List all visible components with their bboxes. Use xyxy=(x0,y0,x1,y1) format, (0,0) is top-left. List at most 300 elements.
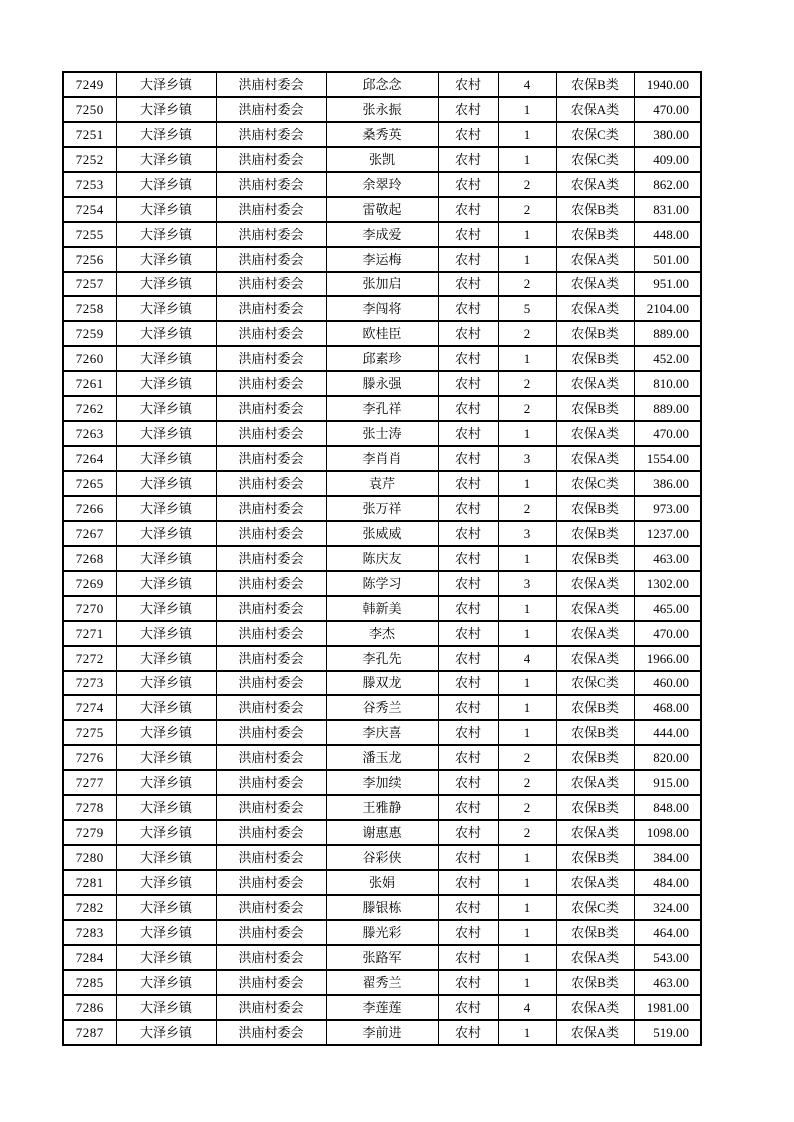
cell-insurance-category: 农保B类 xyxy=(556,222,634,247)
cell-residence-type: 农村 xyxy=(438,272,498,297)
cell-residence-type: 农村 xyxy=(438,296,498,321)
cell-person-count: 2 xyxy=(498,272,556,297)
cell-insurance-category: 农保B类 xyxy=(556,720,634,745)
cell-amount: 464.00 xyxy=(634,920,701,945)
cell-village-committee: 洪庙村委会 xyxy=(216,546,326,571)
cell-insurance-category: 农保C类 xyxy=(556,895,634,920)
cell-person-count: 3 xyxy=(498,571,556,596)
cell-residence-type: 农村 xyxy=(438,197,498,222)
cell-insurance-category: 农保B类 xyxy=(556,970,634,995)
cell-amount: 470.00 xyxy=(634,421,701,446)
cell-township: 大泽乡镇 xyxy=(116,995,216,1020)
cell-township: 大泽乡镇 xyxy=(116,197,216,222)
cell-name: 李肖肖 xyxy=(326,446,438,471)
cell-insurance-category: 农保A类 xyxy=(556,247,634,272)
cell-person-count: 2 xyxy=(498,396,556,421)
cell-amount: 543.00 xyxy=(634,945,701,970)
cell-insurance-category: 农保B类 xyxy=(556,920,634,945)
cell-name: 韩新美 xyxy=(326,596,438,621)
cell-residence-type: 农村 xyxy=(438,122,498,147)
cell-residence-type: 农村 xyxy=(438,995,498,1020)
cell-township: 大泽乡镇 xyxy=(116,296,216,321)
cell-township: 大泽乡镇 xyxy=(116,546,216,571)
cell-name: 张路军 xyxy=(326,945,438,970)
cell-person-count: 4 xyxy=(498,646,556,671)
cell-village-committee: 洪庙村委会 xyxy=(216,296,326,321)
cell-person-count: 2 xyxy=(498,496,556,521)
cell-serial: 7265 xyxy=(63,471,116,496)
table-row xyxy=(63,695,701,720)
cell-village-committee: 洪庙村委会 xyxy=(216,496,326,521)
cell-person-count: 2 xyxy=(498,770,556,795)
cell-name: 李成爱 xyxy=(326,222,438,247)
cell-amount: 460.00 xyxy=(634,671,701,696)
table-row xyxy=(63,970,701,995)
cell-residence-type: 农村 xyxy=(438,346,498,371)
cell-serial: 7257 xyxy=(63,272,116,297)
cell-serial: 7278 xyxy=(63,795,116,820)
cell-amount: 848.00 xyxy=(634,795,701,820)
cell-amount: 465.00 xyxy=(634,596,701,621)
cell-insurance-category: 农保A类 xyxy=(556,272,634,297)
cell-insurance-category: 农保B类 xyxy=(556,546,634,571)
cell-township: 大泽乡镇 xyxy=(116,695,216,720)
cell-name: 邱素珍 xyxy=(326,346,438,371)
cell-village-committee: 洪庙村委会 xyxy=(216,895,326,920)
cell-village-committee: 洪庙村委会 xyxy=(216,845,326,870)
cell-insurance-category: 农保C类 xyxy=(556,147,634,172)
cell-amount: 831.00 xyxy=(634,197,701,222)
cell-serial: 7258 xyxy=(63,296,116,321)
cell-serial: 7255 xyxy=(63,222,116,247)
cell-amount: 448.00 xyxy=(634,222,701,247)
cell-person-count: 2 xyxy=(498,321,556,346)
cell-residence-type: 农村 xyxy=(438,222,498,247)
cell-name: 张威威 xyxy=(326,521,438,546)
cell-residence-type: 农村 xyxy=(438,646,498,671)
cell-name: 滕永强 xyxy=(326,371,438,396)
cell-name: 雷敬起 xyxy=(326,197,438,222)
cell-name: 谢惠惠 xyxy=(326,820,438,845)
cell-name: 李杰 xyxy=(326,621,438,646)
cell-residence-type: 农村 xyxy=(438,446,498,471)
cell-serial: 7283 xyxy=(63,920,116,945)
cell-village-committee: 洪庙村委会 xyxy=(216,446,326,471)
cell-amount: 1966.00 xyxy=(634,646,701,671)
cell-person-count: 1 xyxy=(498,346,556,371)
cell-serial: 7285 xyxy=(63,970,116,995)
cell-residence-type: 农村 xyxy=(438,521,498,546)
cell-township: 大泽乡镇 xyxy=(116,97,216,122)
cell-serial: 7268 xyxy=(63,546,116,571)
cell-amount: 810.00 xyxy=(634,371,701,396)
cell-amount: 1098.00 xyxy=(634,820,701,845)
cell-village-committee: 洪庙村委会 xyxy=(216,371,326,396)
cell-person-count: 1 xyxy=(498,222,556,247)
cell-serial: 7262 xyxy=(63,396,116,421)
cell-person-count: 1 xyxy=(498,895,556,920)
cell-residence-type: 农村 xyxy=(438,396,498,421)
cell-name: 谷彩侠 xyxy=(326,845,438,870)
cell-amount: 386.00 xyxy=(634,471,701,496)
cell-amount: 384.00 xyxy=(634,845,701,870)
cell-insurance-category: 农保B类 xyxy=(556,845,634,870)
cell-residence-type: 农村 xyxy=(438,172,498,197)
cell-insurance-category: 农保A类 xyxy=(556,172,634,197)
cell-amount: 1302.00 xyxy=(634,571,701,596)
cell-amount: 468.00 xyxy=(634,695,701,720)
cell-amount: 324.00 xyxy=(634,895,701,920)
cell-person-count: 3 xyxy=(498,521,556,546)
cell-person-count: 2 xyxy=(498,820,556,845)
cell-village-committee: 洪庙村委会 xyxy=(216,97,326,122)
cell-serial: 7287 xyxy=(63,1020,116,1045)
cell-village-committee: 洪庙村委会 xyxy=(216,72,326,97)
cell-amount: 973.00 xyxy=(634,496,701,521)
cell-village-committee: 洪庙村委会 xyxy=(216,671,326,696)
cell-village-committee: 洪庙村委会 xyxy=(216,247,326,272)
cell-residence-type: 农村 xyxy=(438,770,498,795)
cell-residence-type: 农村 xyxy=(438,920,498,945)
cell-serial: 7284 xyxy=(63,945,116,970)
cell-township: 大泽乡镇 xyxy=(116,795,216,820)
cell-village-committee: 洪庙村委会 xyxy=(216,596,326,621)
cell-serial: 7282 xyxy=(63,895,116,920)
table-row xyxy=(63,471,701,496)
table-row xyxy=(63,272,701,297)
cell-township: 大泽乡镇 xyxy=(116,870,216,895)
cell-name: 张加启 xyxy=(326,272,438,297)
table-row xyxy=(63,945,701,970)
cell-person-count: 1 xyxy=(498,421,556,446)
cell-residence-type: 农村 xyxy=(438,671,498,696)
cell-name: 邱念念 xyxy=(326,72,438,97)
cell-village-committee: 洪庙村委会 xyxy=(216,471,326,496)
cell-village-committee: 洪庙村委会 xyxy=(216,147,326,172)
table-row xyxy=(63,97,701,122)
cell-village-committee: 洪庙村委会 xyxy=(216,795,326,820)
cell-township: 大泽乡镇 xyxy=(116,222,216,247)
cell-serial: 7263 xyxy=(63,421,116,446)
cell-serial: 7272 xyxy=(63,646,116,671)
cell-name: 李孔祥 xyxy=(326,396,438,421)
table-row xyxy=(63,346,701,371)
cell-insurance-category: 农保B类 xyxy=(556,521,634,546)
cell-village-committee: 洪庙村委会 xyxy=(216,1020,326,1045)
cell-amount: 889.00 xyxy=(634,396,701,421)
cell-serial: 7253 xyxy=(63,172,116,197)
cell-serial: 7256 xyxy=(63,247,116,272)
cell-amount: 463.00 xyxy=(634,970,701,995)
cell-village-committee: 洪庙村委会 xyxy=(216,621,326,646)
cell-amount: 470.00 xyxy=(634,97,701,122)
cell-township: 大泽乡镇 xyxy=(116,745,216,770)
cell-name: 滕光彩 xyxy=(326,920,438,945)
cell-amount: 470.00 xyxy=(634,621,701,646)
cell-person-count: 2 xyxy=(498,795,556,820)
table-row xyxy=(63,122,701,147)
cell-amount: 484.00 xyxy=(634,870,701,895)
cell-township: 大泽乡镇 xyxy=(116,122,216,147)
cell-name: 陈学习 xyxy=(326,571,438,596)
cell-person-count: 2 xyxy=(498,172,556,197)
cell-insurance-category: 农保B类 xyxy=(556,321,634,346)
cell-residence-type: 农村 xyxy=(438,471,498,496)
cell-village-committee: 洪庙村委会 xyxy=(216,122,326,147)
cell-person-count: 4 xyxy=(498,72,556,97)
cell-township: 大泽乡镇 xyxy=(116,446,216,471)
table-row xyxy=(63,795,701,820)
cell-residence-type: 农村 xyxy=(438,571,498,596)
cell-amount: 820.00 xyxy=(634,745,701,770)
cell-person-count: 1 xyxy=(498,920,556,945)
insurance-payment-table xyxy=(62,71,702,1046)
cell-insurance-category: 农保C类 xyxy=(556,122,634,147)
cell-village-committee: 洪庙村委会 xyxy=(216,995,326,1020)
cell-residence-type: 农村 xyxy=(438,1020,498,1045)
cell-township: 大泽乡镇 xyxy=(116,496,216,521)
cell-township: 大泽乡镇 xyxy=(116,247,216,272)
table-row xyxy=(63,371,701,396)
cell-residence-type: 农村 xyxy=(438,72,498,97)
cell-name: 桑秀英 xyxy=(326,122,438,147)
cell-serial: 7269 xyxy=(63,571,116,596)
cell-insurance-category: 农保A类 xyxy=(556,945,634,970)
cell-residence-type: 农村 xyxy=(438,695,498,720)
cell-serial: 7271 xyxy=(63,621,116,646)
cell-name: 张永振 xyxy=(326,97,438,122)
cell-township: 大泽乡镇 xyxy=(116,571,216,596)
cell-serial: 7266 xyxy=(63,496,116,521)
cell-amount: 409.00 xyxy=(634,147,701,172)
cell-residence-type: 农村 xyxy=(438,321,498,346)
table-row xyxy=(63,172,701,197)
cell-name: 张万祥 xyxy=(326,496,438,521)
cell-village-committee: 洪庙村委会 xyxy=(216,970,326,995)
cell-name: 张士涛 xyxy=(326,421,438,446)
cell-insurance-category: 农保A类 xyxy=(556,571,634,596)
table-row xyxy=(63,571,701,596)
cell-township: 大泽乡镇 xyxy=(116,1020,216,1045)
cell-village-committee: 洪庙村委会 xyxy=(216,396,326,421)
cell-name: 谷秀兰 xyxy=(326,695,438,720)
cell-residence-type: 农村 xyxy=(438,945,498,970)
table-row xyxy=(63,646,701,671)
cell-serial: 7259 xyxy=(63,321,116,346)
cell-township: 大泽乡镇 xyxy=(116,371,216,396)
cell-village-committee: 洪庙村委会 xyxy=(216,197,326,222)
table-row xyxy=(63,596,701,621)
cell-village-committee: 洪庙村委会 xyxy=(216,820,326,845)
table-row xyxy=(63,421,701,446)
cell-serial: 7280 xyxy=(63,845,116,870)
cell-residence-type: 农村 xyxy=(438,820,498,845)
cell-insurance-category: 农保A类 xyxy=(556,770,634,795)
cell-village-committee: 洪庙村委会 xyxy=(216,646,326,671)
cell-insurance-category: 农保A类 xyxy=(556,596,634,621)
cell-insurance-category: 农保A类 xyxy=(556,371,634,396)
table-row xyxy=(63,720,701,745)
cell-amount: 2104.00 xyxy=(634,296,701,321)
table-row xyxy=(63,197,701,222)
cell-serial: 7250 xyxy=(63,97,116,122)
cell-residence-type: 农村 xyxy=(438,596,498,621)
cell-name: 滕银栋 xyxy=(326,895,438,920)
cell-township: 大泽乡镇 xyxy=(116,845,216,870)
cell-person-count: 2 xyxy=(498,745,556,770)
cell-serial: 7286 xyxy=(63,995,116,1020)
cell-township: 大泽乡镇 xyxy=(116,621,216,646)
cell-name: 李孔先 xyxy=(326,646,438,671)
cell-serial: 7276 xyxy=(63,745,116,770)
cell-township: 大泽乡镇 xyxy=(116,770,216,795)
cell-serial: 7249 xyxy=(63,72,116,97)
cell-name: 王雅静 xyxy=(326,795,438,820)
cell-name: 李运梅 xyxy=(326,247,438,272)
cell-name: 李前进 xyxy=(326,1020,438,1045)
cell-township: 大泽乡镇 xyxy=(116,596,216,621)
cell-village-committee: 洪庙村委会 xyxy=(216,870,326,895)
cell-person-count: 1 xyxy=(498,695,556,720)
cell-residence-type: 农村 xyxy=(438,496,498,521)
cell-amount: 519.00 xyxy=(634,1020,701,1045)
cell-village-committee: 洪庙村委会 xyxy=(216,272,326,297)
cell-township: 大泽乡镇 xyxy=(116,720,216,745)
table-row xyxy=(63,247,701,272)
table-row xyxy=(63,870,701,895)
cell-amount: 862.00 xyxy=(634,172,701,197)
cell-person-count: 1 xyxy=(498,621,556,646)
cell-serial: 7267 xyxy=(63,521,116,546)
table-row xyxy=(63,296,701,321)
cell-insurance-category: 农保B类 xyxy=(556,396,634,421)
cell-person-count: 2 xyxy=(498,371,556,396)
cell-serial: 7279 xyxy=(63,820,116,845)
cell-insurance-category: 农保A类 xyxy=(556,97,634,122)
cell-township: 大泽乡镇 xyxy=(116,72,216,97)
cell-residence-type: 农村 xyxy=(438,247,498,272)
cell-person-count: 1 xyxy=(498,1020,556,1045)
table-row xyxy=(63,321,701,346)
cell-township: 大泽乡镇 xyxy=(116,321,216,346)
cell-insurance-category: 农保A类 xyxy=(556,995,634,1020)
cell-township: 大泽乡镇 xyxy=(116,671,216,696)
table-row xyxy=(63,1020,701,1045)
table-row xyxy=(63,396,701,421)
cell-name: 欧桂臣 xyxy=(326,321,438,346)
cell-insurance-category: 农保C类 xyxy=(556,471,634,496)
cell-person-count: 1 xyxy=(498,870,556,895)
cell-township: 大泽乡镇 xyxy=(116,172,216,197)
cell-insurance-category: 农保B类 xyxy=(556,197,634,222)
table-row xyxy=(63,546,701,571)
cell-name: 李加续 xyxy=(326,770,438,795)
cell-residence-type: 农村 xyxy=(438,745,498,770)
cell-person-count: 1 xyxy=(498,845,556,870)
cell-person-count: 1 xyxy=(498,247,556,272)
cell-township: 大泽乡镇 xyxy=(116,820,216,845)
table-row xyxy=(63,621,701,646)
cell-amount: 1237.00 xyxy=(634,521,701,546)
cell-name: 潘玉龙 xyxy=(326,745,438,770)
cell-name: 袁芹 xyxy=(326,471,438,496)
cell-village-committee: 洪庙村委会 xyxy=(216,745,326,770)
cell-village-committee: 洪庙村委会 xyxy=(216,421,326,446)
cell-name: 张凯 xyxy=(326,147,438,172)
cell-residence-type: 农村 xyxy=(438,546,498,571)
cell-residence-type: 农村 xyxy=(438,870,498,895)
cell-person-count: 3 xyxy=(498,446,556,471)
cell-insurance-category: 农保C类 xyxy=(556,671,634,696)
cell-amount: 501.00 xyxy=(634,247,701,272)
cell-serial: 7275 xyxy=(63,720,116,745)
cell-amount: 889.00 xyxy=(634,321,701,346)
cell-serial: 7281 xyxy=(63,870,116,895)
cell-name: 余翠玲 xyxy=(326,172,438,197)
cell-insurance-category: 农保A类 xyxy=(556,1020,634,1045)
cell-person-count: 1 xyxy=(498,546,556,571)
cell-amount: 1940.00 xyxy=(634,72,701,97)
cell-insurance-category: 农保B类 xyxy=(556,346,634,371)
cell-serial: 7251 xyxy=(63,122,116,147)
cell-residence-type: 农村 xyxy=(438,147,498,172)
cell-residence-type: 农村 xyxy=(438,845,498,870)
cell-insurance-category: 农保A类 xyxy=(556,446,634,471)
cell-person-count: 1 xyxy=(498,596,556,621)
cell-insurance-category: 农保A类 xyxy=(556,421,634,446)
cell-residence-type: 农村 xyxy=(438,795,498,820)
table-row xyxy=(63,222,701,247)
cell-person-count: 1 xyxy=(498,720,556,745)
cell-village-committee: 洪庙村委会 xyxy=(216,571,326,596)
table-row xyxy=(63,820,701,845)
table-row xyxy=(63,995,701,1020)
cell-amount: 1981.00 xyxy=(634,995,701,1020)
cell-name: 李庆喜 xyxy=(326,720,438,745)
cell-insurance-category: 农保A类 xyxy=(556,870,634,895)
cell-person-count: 2 xyxy=(498,197,556,222)
cell-residence-type: 农村 xyxy=(438,720,498,745)
table-row xyxy=(63,521,701,546)
cell-person-count: 1 xyxy=(498,471,556,496)
cell-amount: 915.00 xyxy=(634,770,701,795)
table-row xyxy=(63,446,701,471)
cell-township: 大泽乡镇 xyxy=(116,471,216,496)
cell-township: 大泽乡镇 xyxy=(116,396,216,421)
cell-serial: 7273 xyxy=(63,671,116,696)
cell-village-committee: 洪庙村委会 xyxy=(216,222,326,247)
cell-township: 大泽乡镇 xyxy=(116,272,216,297)
cell-township: 大泽乡镇 xyxy=(116,920,216,945)
cell-residence-type: 农村 xyxy=(438,371,498,396)
cell-serial: 7277 xyxy=(63,770,116,795)
cell-township: 大泽乡镇 xyxy=(116,421,216,446)
cell-amount: 452.00 xyxy=(634,346,701,371)
cell-serial: 7274 xyxy=(63,695,116,720)
cell-residence-type: 农村 xyxy=(438,970,498,995)
cell-village-committee: 洪庙村委会 xyxy=(216,720,326,745)
cell-insurance-category: 农保A类 xyxy=(556,646,634,671)
cell-person-count: 1 xyxy=(498,147,556,172)
cell-village-committee: 洪庙村委会 xyxy=(216,321,326,346)
cell-township: 大泽乡镇 xyxy=(116,147,216,172)
cell-township: 大泽乡镇 xyxy=(116,646,216,671)
cell-serial: 7252 xyxy=(63,147,116,172)
cell-township: 大泽乡镇 xyxy=(116,346,216,371)
cell-amount: 444.00 xyxy=(634,720,701,745)
cell-township: 大泽乡镇 xyxy=(116,970,216,995)
cell-amount: 380.00 xyxy=(634,122,701,147)
